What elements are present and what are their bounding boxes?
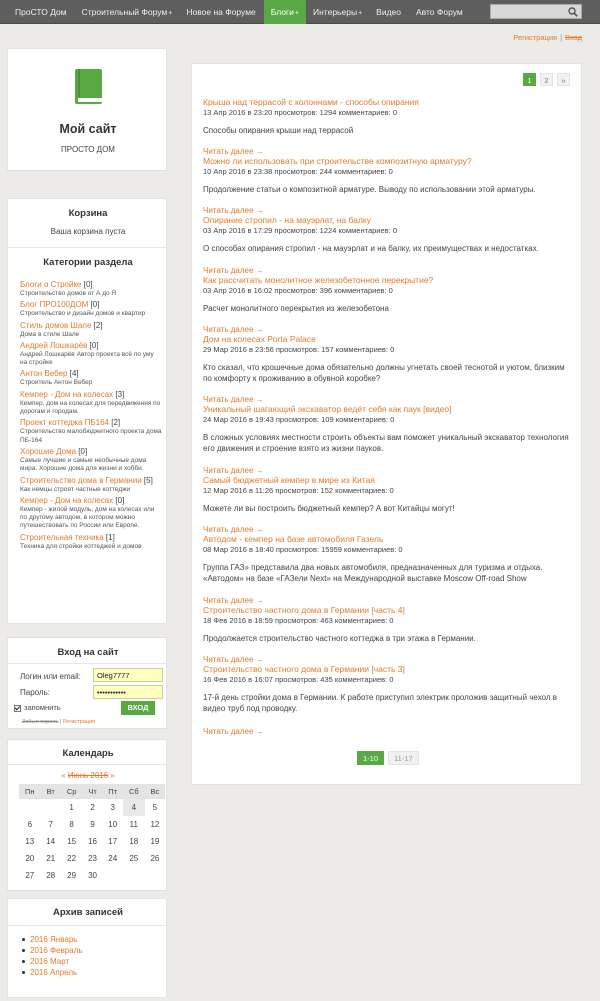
calendar-day: 19 [150, 837, 160, 846]
category-item: Блоги о Стройке [0] Строительство домов от А до Я [20, 280, 117, 297]
category-item: Строительство дома в Германии [5] Как немцы строят частные коттеджи [20, 475, 153, 493]
calendar-day [41, 799, 61, 816]
main-menu [8, 0, 471, 24]
calendar-day: 2 [90, 803, 95, 812]
blog-posts-panel [191, 63, 582, 785]
calendar-day [19, 799, 41, 816]
post-meta: 12 Мар 2016 в 11:26 просмотров: 152 комментариев: 0 [203, 485, 394, 495]
login-field[interactable] [93, 668, 163, 682]
post-excerpt: В сложных условиях местности строить объекты вам поможет уникальный экскаватор технология его движения и строение взято из жизни пауков. [203, 432, 569, 453]
auth-links: Регистрация | Вход [513, 33, 582, 42]
category-item: Стиль домов Шале [2] Дома в стиле Шале [20, 320, 103, 338]
calendar-day: 21 [46, 854, 56, 863]
post-item [203, 334, 575, 404]
post-meta: 13 Апр 2016 в 23:20 просмотров: 1294 комментариев: 0 [203, 108, 397, 117]
nav-item-avto-forum[interactable]: Авто Форум [416, 7, 463, 17]
post-meta: 24 Мар 2016 в 19:43 просмотров: 109 комментариев: 0 [203, 414, 395, 424]
divider [8, 247, 168, 248]
weekday-header: Вс [145, 784, 165, 799]
category-item: Кемпер - Дом на колесах [3] Кемпер, дом на колесах для передвижения по дорогам и городам. [20, 389, 161, 416]
post-item [203, 156, 575, 215]
login-label: Логин или email: [20, 672, 81, 681]
archive-link[interactable]: 2016 Март [30, 957, 70, 966]
post-title-link[interactable]: Дом на колесах Porta Palace [203, 333, 316, 344]
cart-title: Корзина [68, 208, 108, 219]
category-link[interactable]: Андрей Лошкарёв [20, 340, 88, 350]
page-1-button[interactable]: 1 [523, 73, 536, 86]
archive-item [30, 945, 83, 956]
page-range-1-10-button[interactable]: 1-10 [357, 751, 384, 765]
weekday-header: Сб [123, 784, 145, 799]
read-more-link[interactable]: Читать далее → [203, 595, 264, 605]
calendar-day: 11 [129, 820, 138, 829]
calendar-day: 9 [90, 820, 95, 829]
post-meta: 18 Фев 2016 в 18:59 просмотров: 463 комментариев: 0 [203, 615, 394, 625]
calendar-day-today: 4 [123, 799, 145, 816]
weekday-header: Чт [82, 784, 102, 799]
category-link[interactable]: Кемпер - Дом на колесах [20, 389, 114, 399]
post-title-link[interactable]: Строительство частного дома в Германии [часть 4] [203, 604, 405, 615]
archive-link[interactable]: 2016 Февраль [30, 946, 83, 955]
top-navigation-bar [0, 0, 600, 24]
post-title-link[interactable]: Как рассчитать монолитное железобетонное перекрытие? [203, 274, 434, 285]
post-excerpt: Способы опирания крыши над террасой [203, 126, 354, 135]
category-link[interactable]: Хорошие Дома [20, 446, 77, 456]
nav-item-blogi[interactable]: Блоги+ [264, 0, 306, 24]
post-item [203, 275, 575, 334]
nav-item-prosto-dom[interactable]: ПроСТО Дом [15, 7, 67, 17]
calendar-day: 10 [108, 820, 118, 829]
archive-item [30, 967, 83, 978]
category-link[interactable]: Антон Вебер [20, 369, 68, 379]
login-small-links: Забыл пароль | Регистрация [22, 719, 95, 725]
divider [8, 764, 168, 765]
post-meta: 08 Мар 2016 в 18:40 просмотров: 15959 комментариев: 0 [203, 544, 403, 554]
cart-empty-text: Ваша корзина пуста [50, 227, 126, 236]
post-meta: 16 Фев 2016 в 16:07 просмотров: 435 комментариев: 0 [203, 675, 394, 685]
site-card [7, 48, 167, 171]
post-excerpt: Продолжение статьи о композитной арматуре. Выводу по использовании этой арматуры. [203, 185, 536, 195]
category-item: Андрей Лошкарёв [0] Андрей Лошкарёв Автор проекта всё по уму на стройке [20, 340, 154, 367]
register-link[interactable]: Регистрация [513, 33, 558, 42]
calendar-title: Календарь [62, 748, 114, 759]
post-item [203, 404, 575, 475]
archive-link[interactable]: 2016 Апрель [30, 968, 78, 977]
search-icon[interactable] [568, 7, 578, 17]
divider [8, 663, 168, 664]
archive-item [30, 934, 83, 945]
post-excerpt: О способах опирания стропил - на мауэрлат и на балку, их преимуществах и недостатках. [203, 244, 539, 254]
post-title-link[interactable]: Уникальный шагающий экскаватор ведёт себя как паук [видео] [203, 403, 452, 414]
calendar-day: 5 [152, 803, 158, 812]
calendar-day: 12 [150, 820, 160, 829]
calendar-day [103, 867, 123, 884]
read-more-link[interactable]: Читать далее → [203, 147, 264, 157]
post-title-link[interactable]: Строительство частного дома в Германии [часть 3] [203, 664, 405, 675]
post-excerpt: Расчет монолитного перекрытия из железобетона [203, 303, 389, 313]
read-more-link[interactable]: Читать далее → [203, 265, 264, 275]
read-more-link[interactable]: Читать далее → [203, 465, 264, 475]
password-field[interactable] [93, 685, 163, 699]
site-subtitle: ПРОСТО ДОМ [61, 145, 115, 154]
forgot-password-link[interactable]: Забыл пароль [22, 719, 59, 725]
calendar-month-nav [8, 771, 168, 780]
category-link[interactable]: Блог ПРО100ДОМ [20, 300, 89, 310]
post-item [203, 215, 575, 274]
remember-checkbox[interactable] [14, 705, 21, 712]
remember-checkbox-row[interactable]: запомнить [14, 703, 61, 712]
next-month-link[interactable]: » [110, 771, 115, 780]
weekday-header: Вт [41, 784, 61, 799]
calendar-day: 17 [108, 837, 118, 846]
category-link[interactable]: Блоги о Стройке [20, 280, 82, 289]
page-range-11-17-button[interactable]: 11-17 [388, 751, 419, 765]
calendar-day: 25 [129, 854, 139, 863]
post-title-link[interactable]: Опирание стропил - на мауэрлат, на балку [203, 215, 371, 226]
calendar-day: 23 [88, 854, 98, 863]
read-more-link[interactable]: Читать далее → [203, 727, 264, 737]
search-box [490, 4, 582, 19]
read-more-link[interactable]: Читать далее → [203, 524, 264, 534]
page-2-button[interactable]: 2 [540, 73, 553, 86]
post-item [203, 664, 575, 736]
login-panel [7, 637, 167, 729]
category-item: Строительная техника [1] Техника для стройки коттеджей и домов [20, 532, 142, 550]
post-list [203, 97, 575, 736]
next-page-button[interactable]: » [557, 73, 570, 86]
site-title: Мой сайт [59, 122, 117, 136]
sidebar-panel [7, 198, 167, 624]
password-label: Пароль: [20, 688, 50, 697]
category-item: Антон Вебер [4] Строитель Антон Вебер [20, 369, 93, 387]
calendar-day: 16 [88, 837, 98, 846]
read-more-link[interactable]: Читать далее → [203, 324, 264, 334]
category-link[interactable]: Кемпер - Дом на колесах [20, 495, 114, 505]
post-title-link[interactable]: Самый бюджетный кемпер в мире из Китая [203, 474, 375, 485]
calendar-grid [19, 784, 165, 884]
calendar-panel [7, 739, 167, 891]
category-item: Проект коттеджа ПБ164 [2] Строительство малобюджетного проекта дома ПБ-164 [20, 418, 162, 444]
calendar-day: 13 [25, 837, 35, 846]
calendar-day: 20 [25, 854, 35, 863]
search-input[interactable] [491, 5, 567, 18]
post-excerpt: 17-й день стройки дома в Германии. К работе приступил электрик проложив защитный чехол в видео труб под проводку. [203, 693, 558, 714]
post-title-link[interactable]: Крыша над террасой с колоннами - способы опирания [203, 97, 419, 107]
post-item [203, 475, 575, 534]
weekday-header: Пт [103, 784, 123, 799]
post-title-link[interactable]: Автодом - кемпер на базе автомобиля Газель [203, 533, 384, 544]
calendar-day: 14 [46, 837, 56, 846]
pagination-bottom [357, 751, 419, 765]
weekday-header: Пн [19, 784, 41, 799]
weekday-header: Ср [61, 784, 83, 799]
calendar-day: 24 [108, 854, 118, 863]
archive-item [30, 956, 83, 967]
nav-item-video[interactable]: Видео [376, 7, 401, 17]
calendar-day: 28 [46, 871, 56, 880]
register-small-link[interactable]: Регистрация [62, 719, 95, 725]
post-item [203, 97, 575, 156]
post-item [203, 534, 575, 605]
calendar-day: 22 [67, 854, 77, 863]
read-more-link[interactable]: Читать далее → [203, 206, 264, 216]
calendar-day: 15 [67, 837, 77, 846]
category-link[interactable]: Стиль домов Шале [20, 320, 92, 330]
prev-month-link[interactable]: « [61, 771, 66, 780]
category-link[interactable]: Строительная техника [20, 532, 104, 542]
nav-item-novoe-na-forume[interactable]: Новое на Форуме [186, 7, 256, 17]
categories-title: Категории раздела [43, 257, 133, 268]
login-link[interactable]: Вход [565, 33, 582, 42]
read-more-link[interactable]: Читать далее → [203, 394, 264, 404]
post-meta: 29 Мар 2016 в 23:56 просмотров: 157 комментариев: 0 [203, 344, 395, 354]
calendar-day [123, 867, 145, 884]
login-submit-button[interactable]: ВХОД [121, 701, 155, 715]
divider [8, 925, 168, 926]
read-more-link[interactable]: Читать далее → [203, 655, 264, 665]
post-meta: 03 Апр 2016 в 17:29 просмотров: 1224 комментариев: 0 [203, 226, 397, 236]
archive-link[interactable]: 2016 Январь [30, 935, 78, 944]
post-excerpt: Можете ли вы построить бюджетный кемпер? А вот Китайцы могут! [203, 503, 455, 513]
book-icon [72, 69, 104, 105]
pagination-top [523, 73, 570, 86]
calendar-day: 3 [110, 803, 115, 812]
archive-panel [7, 898, 167, 998]
calendar-day [145, 867, 165, 884]
calendar-day: 7 [48, 820, 53, 829]
calendar-day: 26 [150, 854, 160, 863]
calendar-day: 1 [69, 803, 74, 812]
nav-item-interery[interactable]: Интерьеры+ [313, 7, 363, 17]
post-meta: 10 Апр 2016 в 23:38 просмотров: 244 комментариев: 0 [203, 167, 393, 177]
calendar-day: 29 [67, 871, 77, 880]
category-item: Кемпер - Дом на колесах [0] Кемпер - жилой модуль, дом на колесах или по другому автодом, в котором можно путешествовать по России или Европе. [20, 495, 155, 530]
category-list [20, 279, 162, 552]
post-item [203, 605, 575, 664]
category-link[interactable]: Строительство дома в Германии [20, 475, 142, 485]
category-item: Хорошие Дома [0] Самые лучшие и самые необычные дома мира. Хорошие дома для жизни и хобби. [20, 446, 147, 473]
post-excerpt: Группа ГАЗ» представила два новых автомобиля, предназначенных для туризма и отдыха. «Автодом» на базе «ГАЗели Next» на Международной выставке Moscow Off-road Show [203, 562, 543, 583]
archive-list [30, 934, 83, 978]
calendar-day: 27 [25, 871, 35, 880]
post-meta: 03 Апр 2016 в 16:02 просмотров: 396 комментариев: 0 [203, 285, 393, 295]
calendar-day: 8 [69, 820, 74, 829]
post-excerpt: Кто сказал, что крошечные дома обязательно должны угнетать своей теснотой и уютом, близким по комфорту к проживанию в обувной коробке? [203, 362, 565, 383]
category-link[interactable]: Проект коттеджа ПБ164 [20, 418, 109, 428]
post-title-link[interactable]: Можно ли использовать при строительстве композитную арматуру? [203, 156, 472, 167]
login-title: Вход на сайт [57, 647, 119, 658]
post-excerpt: Продолжается строительство частного коттеджа в три этажа в Германии. [203, 633, 476, 643]
calendar-day: 18 [129, 837, 139, 846]
category-item: Блог ПРО100ДОМ [0] Строительство и дизайн домов и квартир [20, 300, 146, 318]
archive-title: Архив записей [52, 907, 123, 918]
nav-item-stroitelnyi-forum[interactable]: Строительный Форум+ [81, 7, 173, 17]
calendar-day: 6 [27, 820, 33, 829]
calendar-day: 30 [88, 871, 98, 880]
calendar-month-label[interactable]: Июнь 2016 [67, 771, 109, 780]
